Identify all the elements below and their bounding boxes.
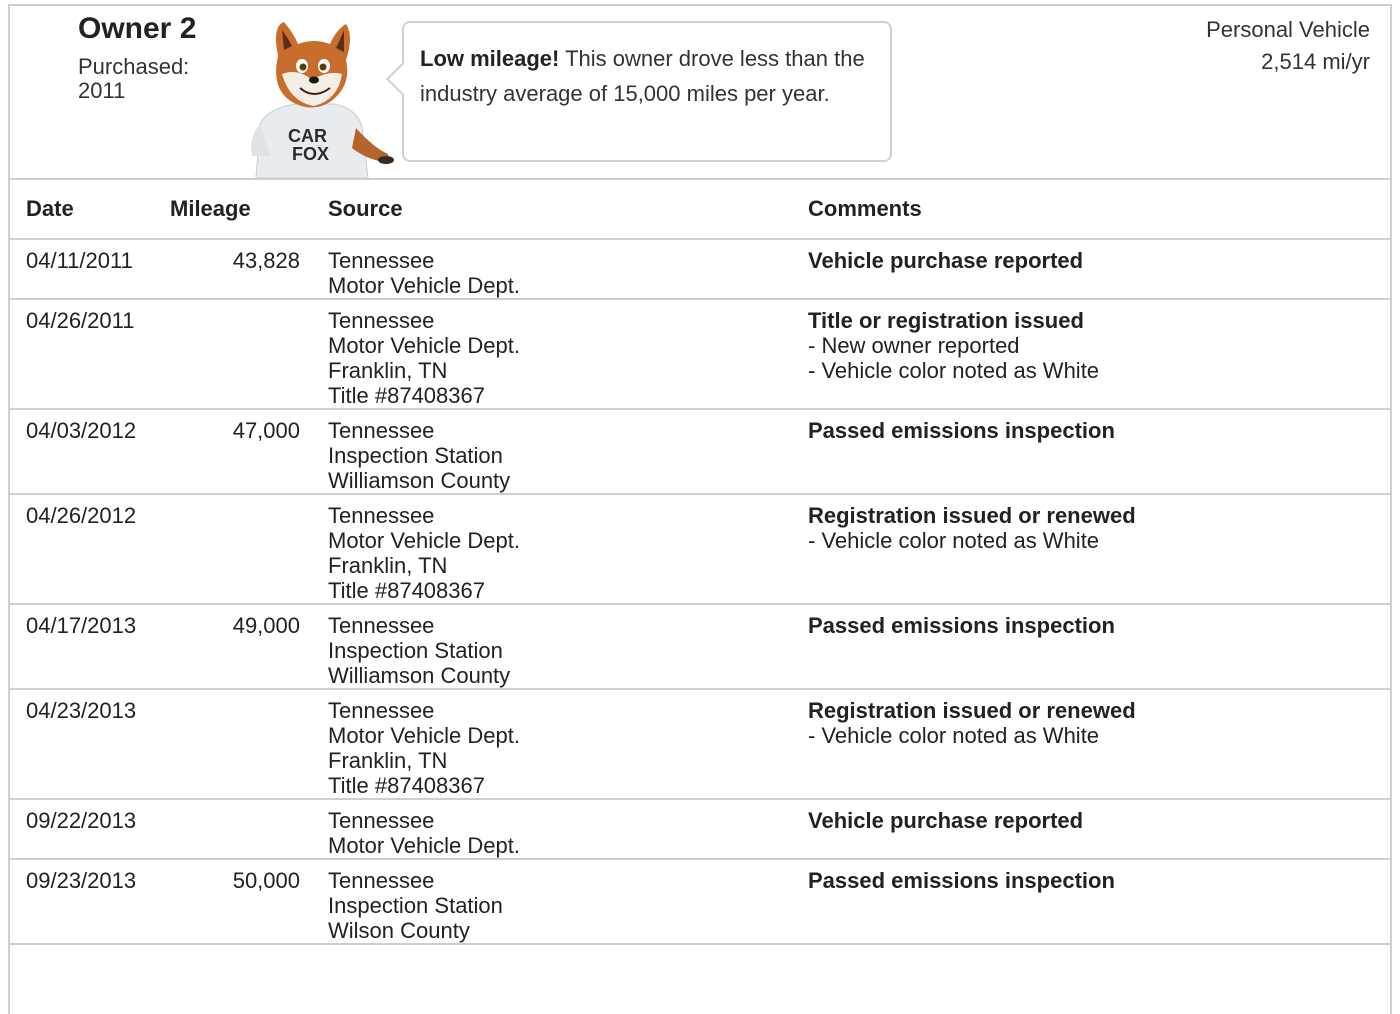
table-row: [10, 689, 1390, 799]
source-line: Motor Vehicle Dept.: [328, 333, 520, 358]
source-line: Tennessee: [328, 808, 435, 833]
cell-source: [328, 409, 808, 494]
source-line: Franklin, TN: [328, 748, 448, 773]
cell-date: 04/26/2011: [10, 299, 170, 409]
source-line: Title #87408367: [328, 773, 485, 798]
header-date: Date: [10, 179, 170, 239]
source-line: Franklin, TN: [328, 358, 448, 383]
comment-title: Registration issued or renewed: [808, 698, 1136, 723]
callout-headline: Low mileage!: [420, 46, 560, 71]
cell-date: 04/26/2012: [10, 494, 170, 604]
miles-per-year: 2,514 mi/yr: [1261, 49, 1370, 74]
cell-mileage: 50,000: [170, 859, 328, 944]
cell-comments: [808, 604, 1390, 689]
source-line: Motor Vehicle Dept.: [328, 528, 520, 553]
header-comments: Comments: [808, 179, 1390, 239]
table-row: [10, 604, 1390, 689]
callout-text: This owner drove less than the industry average of 15,000 miles per year.: [420, 46, 865, 106]
cell-comments: [808, 689, 1390, 799]
comment-title: Vehicle purchase reported: [808, 808, 1084, 833]
carfox-mascot-icon: [238, 16, 398, 178]
cell-mileage: 47,000: [170, 409, 328, 494]
cell-comments: [808, 409, 1390, 494]
source-line: Williamson County: [328, 663, 511, 688]
cell-source: [328, 239, 808, 299]
table-row: [10, 299, 1390, 409]
vehicle-type-label: Personal Vehicle: [1206, 17, 1370, 42]
cell-comments: [808, 299, 1390, 409]
cell-date: 04/23/2013: [10, 689, 170, 799]
cell-source: [328, 604, 808, 689]
cell-date: 04/11/2011: [10, 239, 170, 299]
cell-source: [328, 299, 808, 409]
comment-title: Vehicle purchase reported: [808, 248, 1084, 273]
source-line: Tennessee: [328, 698, 435, 723]
cell-date: 04/03/2012: [10, 409, 170, 494]
shirt-text-car: CAR: [288, 126, 327, 146]
comment-title: Passed emissions inspection: [808, 868, 1115, 893]
comment-title: Passed emissions inspection: [808, 613, 1115, 638]
purchased-label: Purchased:: [78, 54, 190, 79]
cell-mileage: 49,000: [170, 604, 328, 689]
history-table: [10, 178, 1390, 945]
source-line: Motor Vehicle Dept.: [328, 273, 520, 298]
cell-source: [328, 859, 808, 944]
source-line: Inspection Station: [328, 443, 503, 468]
cell-mileage: [170, 299, 328, 409]
table-row: [10, 409, 1390, 494]
cell-date: 04/17/2013: [10, 604, 170, 689]
source-line: Title #87408367: [328, 578, 485, 603]
cell-comments: [808, 239, 1390, 299]
comment-detail: - New owner reported: [808, 333, 1020, 358]
source-line: Motor Vehicle Dept.: [328, 723, 520, 748]
source-line: Tennessee: [328, 503, 435, 528]
comment-title: Registration issued or renewed: [808, 503, 1136, 528]
owner-header: [10, 6, 1390, 178]
source-line: Title #87408367: [328, 383, 485, 408]
comment-detail: - Vehicle color noted as White: [808, 528, 1100, 553]
source-line: Motor Vehicle Dept.: [328, 833, 520, 858]
owner-history-panel: [8, 4, 1392, 1014]
table-row: [10, 239, 1390, 299]
source-line: Tennessee: [328, 868, 435, 893]
shirt-text-fox: FOX: [292, 144, 330, 164]
cell-mileage: [170, 799, 328, 859]
cell-source: [328, 799, 808, 859]
cell-source: [328, 494, 808, 604]
cell-date: 09/22/2013: [10, 799, 170, 859]
cell-mileage: [170, 494, 328, 604]
owner-title: Owner 2: [78, 12, 197, 45]
source-line: Tennessee: [328, 418, 435, 443]
source-line: Franklin, TN: [328, 553, 448, 578]
source-line: Williamson County: [328, 468, 511, 493]
comment-detail: - Vehicle color noted as White: [808, 723, 1100, 748]
low-mileage-callout: [402, 21, 892, 162]
table-row: [10, 799, 1390, 859]
source-line: Tennessee: [328, 308, 435, 333]
table-header-row: [10, 179, 1390, 239]
source-line: Wilson County: [328, 918, 470, 943]
source-line: Inspection Station: [328, 893, 503, 918]
cell-date: 09/23/2013: [10, 859, 170, 944]
table-row: [10, 494, 1390, 604]
comment-title: Title or registration issued: [808, 308, 1084, 333]
source-line: Tennessee: [328, 248, 435, 273]
header-mileage: Mileage: [170, 179, 328, 239]
cell-mileage: 43,828: [170, 239, 328, 299]
purchased-info: [78, 55, 218, 103]
cell-mileage: [170, 689, 328, 799]
source-line: Tennessee: [328, 613, 435, 638]
cell-source: [328, 689, 808, 799]
vehicle-usage: [1206, 14, 1370, 78]
cell-comments: [808, 494, 1390, 604]
source-line: Inspection Station: [328, 638, 503, 663]
comment-title: Passed emissions inspection: [808, 418, 1115, 443]
cell-comments: [808, 799, 1390, 859]
purchased-year: 2011: [78, 78, 126, 103]
header-source: Source: [328, 179, 808, 239]
cell-comments: [808, 859, 1390, 944]
table-row: [10, 859, 1390, 944]
comment-detail: - Vehicle color noted as White: [808, 358, 1100, 383]
